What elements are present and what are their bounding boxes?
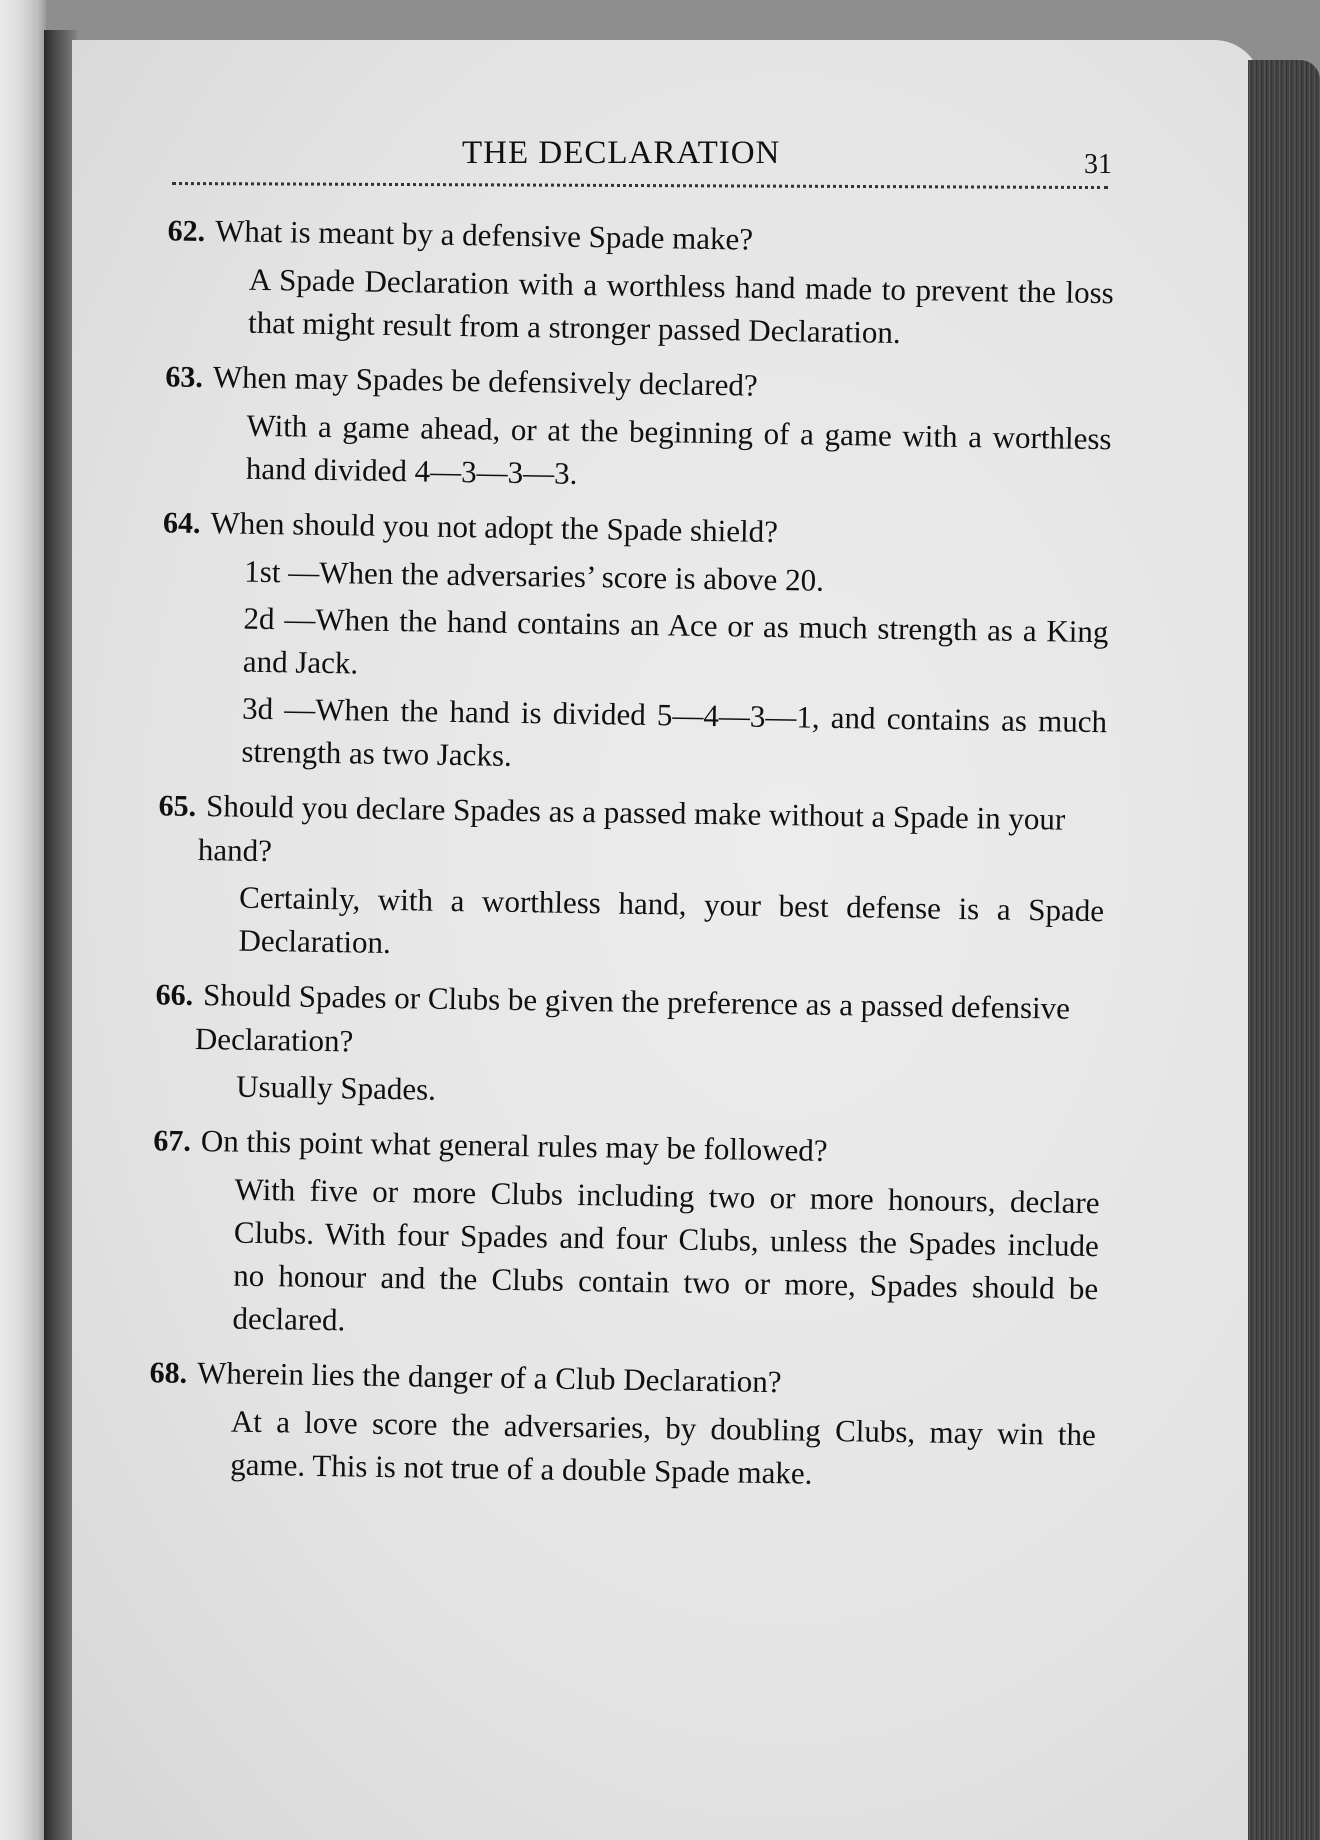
qa-item-65: [128, 783, 1106, 975]
answer: [238, 876, 1104, 976]
answer-text: With a game ahead, or at the beginning of a game with a worthless hand divided 4—3—3—3.: [245, 407, 1112, 491]
question-number: 64.: [162, 506, 201, 540]
running-title: THE DECLARATION: [462, 135, 781, 171]
question-number: 65.: [158, 789, 197, 823]
answer-text: 2d —When the hand contains an Ace or as much strength as a King and Jack.: [242, 600, 1109, 681]
qa-item-68: [120, 1350, 1097, 1499]
qa-item-62: [138, 208, 1115, 357]
qa-item-63: [136, 354, 1113, 503]
qa-content: [120, 208, 1115, 1511]
page-number: 31: [1084, 149, 1112, 180]
answer: [246, 404, 1112, 504]
qa-item-66: [126, 972, 1103, 1121]
answer: [232, 1168, 1100, 1354]
question-number: 68.: [149, 1356, 188, 1390]
answer-text: A Spade Declaration with a worthless hand made to prevent the loss that might result from a stronger passed Declaration.: [247, 261, 1115, 350]
question-text: When may Spades be defensively declared?: [212, 359, 758, 403]
question-number: 63.: [165, 360, 204, 395]
left-page-edge: [0, 0, 46, 1840]
question-text: Wherein lies the danger of a Club Declaration?: [196, 1355, 782, 1400]
answer-text: 1st —When the adversaries’ score is above 20.: [244, 553, 825, 598]
question-text: What is meant by a defensive Spade make?: [214, 213, 754, 257]
answer-text: Certainly, with a worthless hand, your best defense is a Spade Declaration.: [238, 879, 1105, 961]
answer-text: At a love score the adversaries, by doubling Clubs, may win the game. This is not true of a double Spade make.: [230, 1403, 1097, 1491]
answer-text: 3d —When the hand is divided 5—4—3—1, and contains as much strength as two Jacks.: [241, 690, 1108, 773]
answer: [236, 1065, 1102, 1122]
question: [155, 972, 1103, 1074]
question: [158, 783, 1106, 885]
qa-item-67: [122, 1118, 1100, 1353]
answer-text: With five or more Clubs including two or more honours, declare Clubs. With four Spades and four Clubs, unless the Spades include no honour and the Clubs contain two or more, Spades should be declared.: [232, 1171, 1100, 1338]
question-text: When should you not adopt the Spade shield?: [210, 505, 779, 550]
question-text: On this point what general rules may be followed?: [200, 1123, 828, 1168]
qa-item-64: [131, 500, 1110, 786]
answer-text: Usually Spades.: [235, 1068, 437, 1107]
question-text: Should Spades or Clubs be given the preference as a passed defensive Declaration?: [194, 977, 1071, 1059]
question-text: Should you declare Spades as a passed make without a Spade in your hand?: [197, 788, 1066, 869]
answer: [230, 1400, 1096, 1500]
question-number: 66.: [155, 978, 194, 1012]
answer: [248, 258, 1114, 358]
question-number: 62.: [167, 214, 206, 249]
question-number: 67.: [153, 1124, 192, 1158]
answer: [241, 550, 1109, 787]
running-head: [172, 135, 1112, 185]
page-edges: [1248, 60, 1320, 1840]
